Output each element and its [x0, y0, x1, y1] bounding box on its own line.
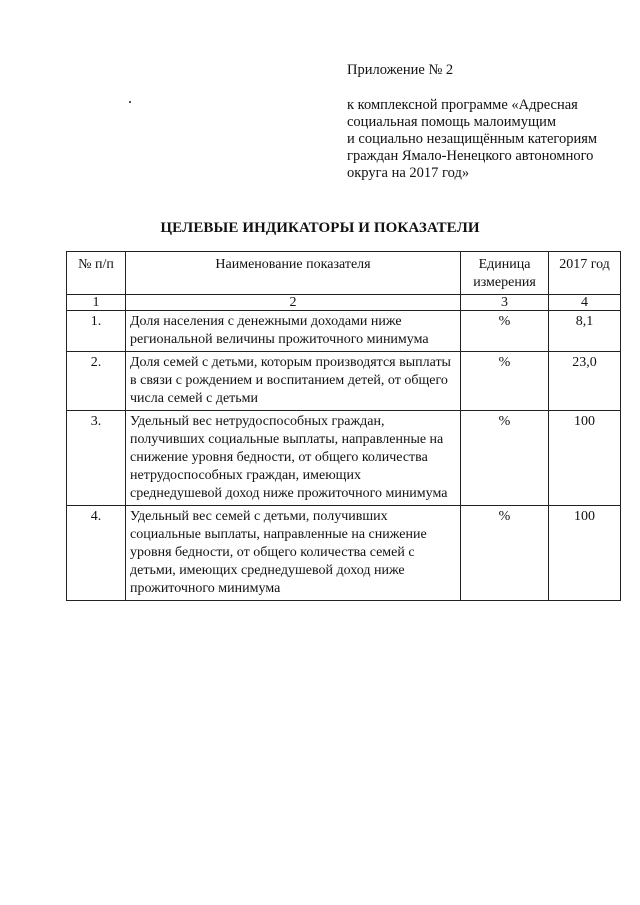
appendix-line: граждан Ямало-Ненецкого автономного: [347, 148, 594, 164]
appendix-number: Приложение № 2: [347, 62, 454, 78]
table-row: [67, 352, 621, 411]
indicator-value: 23,0: [549, 352, 621, 411]
table-row: [67, 506, 621, 601]
scan-speck: [129, 101, 131, 103]
appendix-line: и социально незащищённым категориям: [347, 131, 598, 147]
indicator-name: Удельный вес семей с детьми, получивших социальные выплаты, направленные на снижение уровня бедности, от общего количества семей с детьми, имеющих среднедушевой доход ниже прожиточного минимума: [126, 506, 461, 601]
indicator-value: 100: [549, 506, 621, 601]
appendix-block: [347, 62, 617, 182]
column-number: 4: [549, 295, 621, 311]
row-number: 3.: [67, 411, 126, 506]
indicator-value: 100: [549, 411, 621, 506]
indicator-unit: %: [461, 311, 549, 352]
column-number: 2: [126, 295, 461, 311]
appendix-line: социальная помощь малоимущим: [347, 114, 557, 130]
column-number: 1: [67, 295, 126, 311]
indicators-table: [66, 251, 621, 601]
appendix-line: округа на 2017 год»: [347, 165, 470, 181]
table-row: [67, 311, 621, 352]
row-number: 1.: [67, 311, 126, 352]
indicator-unit: %: [461, 411, 549, 506]
document-title: ЦЕЛЕВЫЕ ИНДИКАТОРЫ И ПОКАЗАТЕЛИ: [160, 220, 480, 236]
indicator-unit: %: [461, 506, 549, 601]
row-number: 2.: [67, 352, 126, 411]
indicator-name: Удельный вес нетрудоспособных граждан, получивших социальные выплаты, направленные на снижение уровня бедности, от общего количества нетрудоспособных граждан, имеющих среднедушевой доход ниже прожиточного минимума: [126, 411, 461, 506]
indicator-value: 8,1: [549, 311, 621, 352]
table-row: [67, 411, 621, 506]
row-number: 4.: [67, 506, 126, 601]
header-indicator-name: Наименование показателя: [126, 252, 461, 295]
indicator-unit: %: [461, 352, 549, 411]
header-number: № п/п: [67, 252, 126, 295]
indicator-name: Доля населения с денежными доходами ниже региональной величины прожиточного минимума: [126, 311, 461, 352]
appendix-line: к комплексной программе «Адресная: [347, 97, 578, 113]
table-header-row: [67, 252, 621, 295]
column-number: 3: [461, 295, 549, 311]
header-year: 2017 год: [549, 252, 621, 295]
indicator-name: Доля семей с детьми, которым производятся выплаты в связи с рождением и воспитанием детей, от общего числа семей с детьми: [126, 352, 461, 411]
column-numbers-row: [67, 295, 621, 311]
header-unit: Единица измерения: [461, 252, 549, 295]
